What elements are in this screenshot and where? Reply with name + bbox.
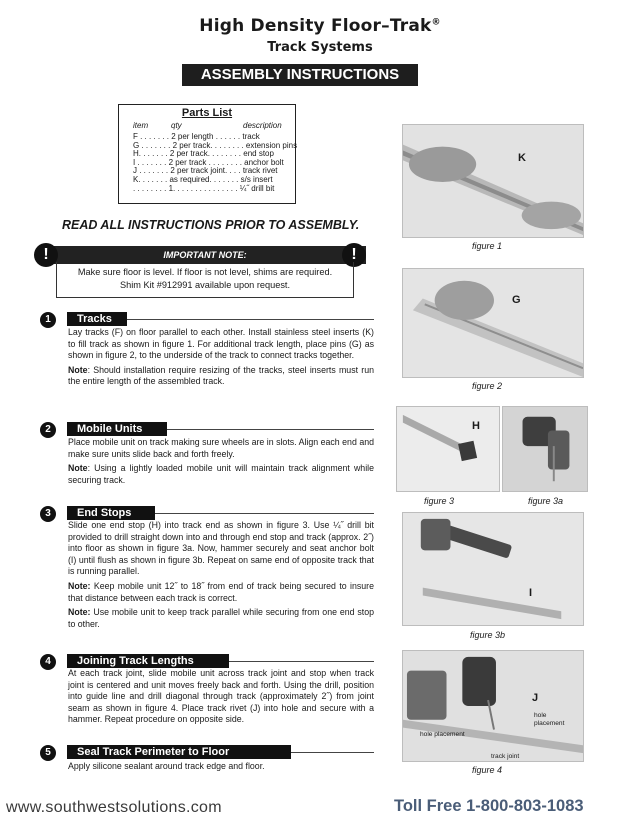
page-subtitle: Track Systems <box>267 40 373 55</box>
step-label-end-stops: End Stops <box>67 506 155 520</box>
parts-col-item: item <box>133 121 149 130</box>
figure-2-photo <box>402 268 584 378</box>
toll-free-phone[interactable]: Toll Free 1-800-803-1083 <box>394 797 584 815</box>
step-body-end-stops: Slide one end stop (H) into track end as shown in figure 3. Use ¼˝ drill bit provided to drill straight down into and through end stop and track (approx. 2˝) into floor as shown in figure 3a. Now, hammer securely and seat anchor bolt (I) until flush as shown in figure 3b. Repeat on same end of opposite track that is running parallel. Note: Keep mobile unit 12˝ to 18˝ from end of track being secured to insure that distance between each track is correct. Note: Use mobile unit to keep track parallel while securing from one end stop to other. <box>68 520 374 629</box>
parts-row: K. . . . . . . as required. . . . . . . s/s insert <box>133 174 273 184</box>
step-number: 1 <box>40 312 56 328</box>
parts-list <box>118 104 296 204</box>
hole-placement-label-left: hole placement <box>420 731 465 738</box>
step-number: 3 <box>40 506 56 522</box>
read-instructions-warning: READ ALL INSTRUCTIONS PRIOR TO ASSEMBLY. <box>62 218 360 232</box>
parts-list-title: Parts List <box>181 107 233 119</box>
step-label-seal-track: Seal Track Perimeter to Floor <box>67 745 291 759</box>
divider <box>127 319 374 320</box>
part-label-j: J <box>532 692 539 704</box>
step-body-tracks: Lay tracks (F) on floor parallel to each other. Install stainless steel inserts (K) to fill track as shown in figure 1. For additional track length, place pins (G) as shown in figure 2, to the underside of the track to connect tracks together. Note: Should installation require resizing of the tracks, steel inserts must run the entire length of the assembled track. <box>68 327 374 387</box>
parts-row: I . . . . . . . 2 per track . . . . . . . . anchor bolt <box>133 157 284 167</box>
hole-placement-label-right: hole placement <box>534 712 565 727</box>
parts-col-description: description <box>243 121 282 130</box>
parts-row: G . . . . . . . 2 per track. . . . . . . . extension pins <box>133 140 298 150</box>
parts-row: . . . . . . . . 1. . . . . . . . . . . . . . . ¼˝ drill bit <box>133 183 275 193</box>
parts-rows <box>133 133 297 193</box>
step-number: 5 <box>40 745 56 761</box>
figure-2-caption: figure 2 <box>472 381 503 391</box>
exclamation-icon: ! <box>342 243 366 267</box>
divider <box>291 752 374 753</box>
page-title: High Density Floor–Trak® <box>199 16 441 36</box>
parts-col-qty: qty <box>171 121 182 130</box>
figure-4-photo <box>402 650 584 762</box>
figure-1-caption: figure 1 <box>472 241 503 251</box>
assembly-banner: ASSEMBLY INSTRUCTIONS <box>182 64 418 86</box>
track-joint-label: track joint <box>491 753 520 760</box>
step-number: 2 <box>40 422 56 438</box>
divider <box>155 513 374 514</box>
website-link[interactable]: www.southwestsolutions.com <box>6 799 222 816</box>
divider <box>167 429 374 430</box>
exclamation-icon: ! <box>34 243 58 267</box>
figure-4-caption: figure 4 <box>472 765 503 775</box>
figure-3-caption: figure 3 <box>424 496 455 506</box>
figure-3b-caption: figure 3b <box>470 630 506 640</box>
step-body-seal-track: Apply silicone sealant around track edge and floor. <box>68 761 265 771</box>
figure-3-photo <box>396 406 500 492</box>
step-number: 4 <box>40 654 56 670</box>
step-label-mobile-units: Mobile Units <box>67 422 167 436</box>
important-note-heading: IMPORTANT NOTE: <box>44 246 366 264</box>
step-body-joining-track: At each track joint, slide mobile unit across track joint and stop when track joint is centered and unit moves freely back and forth. Using the drill, position into guide line and drill diagonal through track (approximately 2˝) from joint seam as shown in figure 4. Place track rivet (J) into hole and secure with a hammer. Repeat procedure on opposite side. <box>68 668 374 725</box>
figure-3a-photo <box>502 406 588 492</box>
step-label-joining-track: Joining Track Lengths <box>67 654 229 668</box>
divider <box>229 661 374 662</box>
parts-row: J . . . . . . . 2 per track joint. . . . track rivet <box>133 166 278 176</box>
part-label-h: H <box>472 420 480 432</box>
figure-1-photo <box>402 124 584 238</box>
figure-3b-photo <box>402 512 584 626</box>
step-label-tracks: Tracks <box>67 312 127 326</box>
important-note-text: Make sure floor is level. If floor is not level, shims are required. Shim Kit #912991 available upon request. <box>77 267 333 290</box>
step-body-mobile-units: Place mobile unit on track making sure wheels are in slots. Align each end and make sure units slide back and forth freely. Note: Using a lightly loaded mobile unit will maintain track alignment while securing track. <box>68 437 374 485</box>
part-label-i: I <box>529 587 533 599</box>
part-label-k: K <box>518 152 526 164</box>
part-label-g: G <box>512 294 521 306</box>
parts-row: F . . . . . . . 2 per length . . . . . . track <box>133 132 260 141</box>
parts-row: H. . . . . . . 2 per track. . . . . . . . end stop <box>133 149 274 159</box>
figure-3a-caption: figure 3a <box>528 496 564 506</box>
